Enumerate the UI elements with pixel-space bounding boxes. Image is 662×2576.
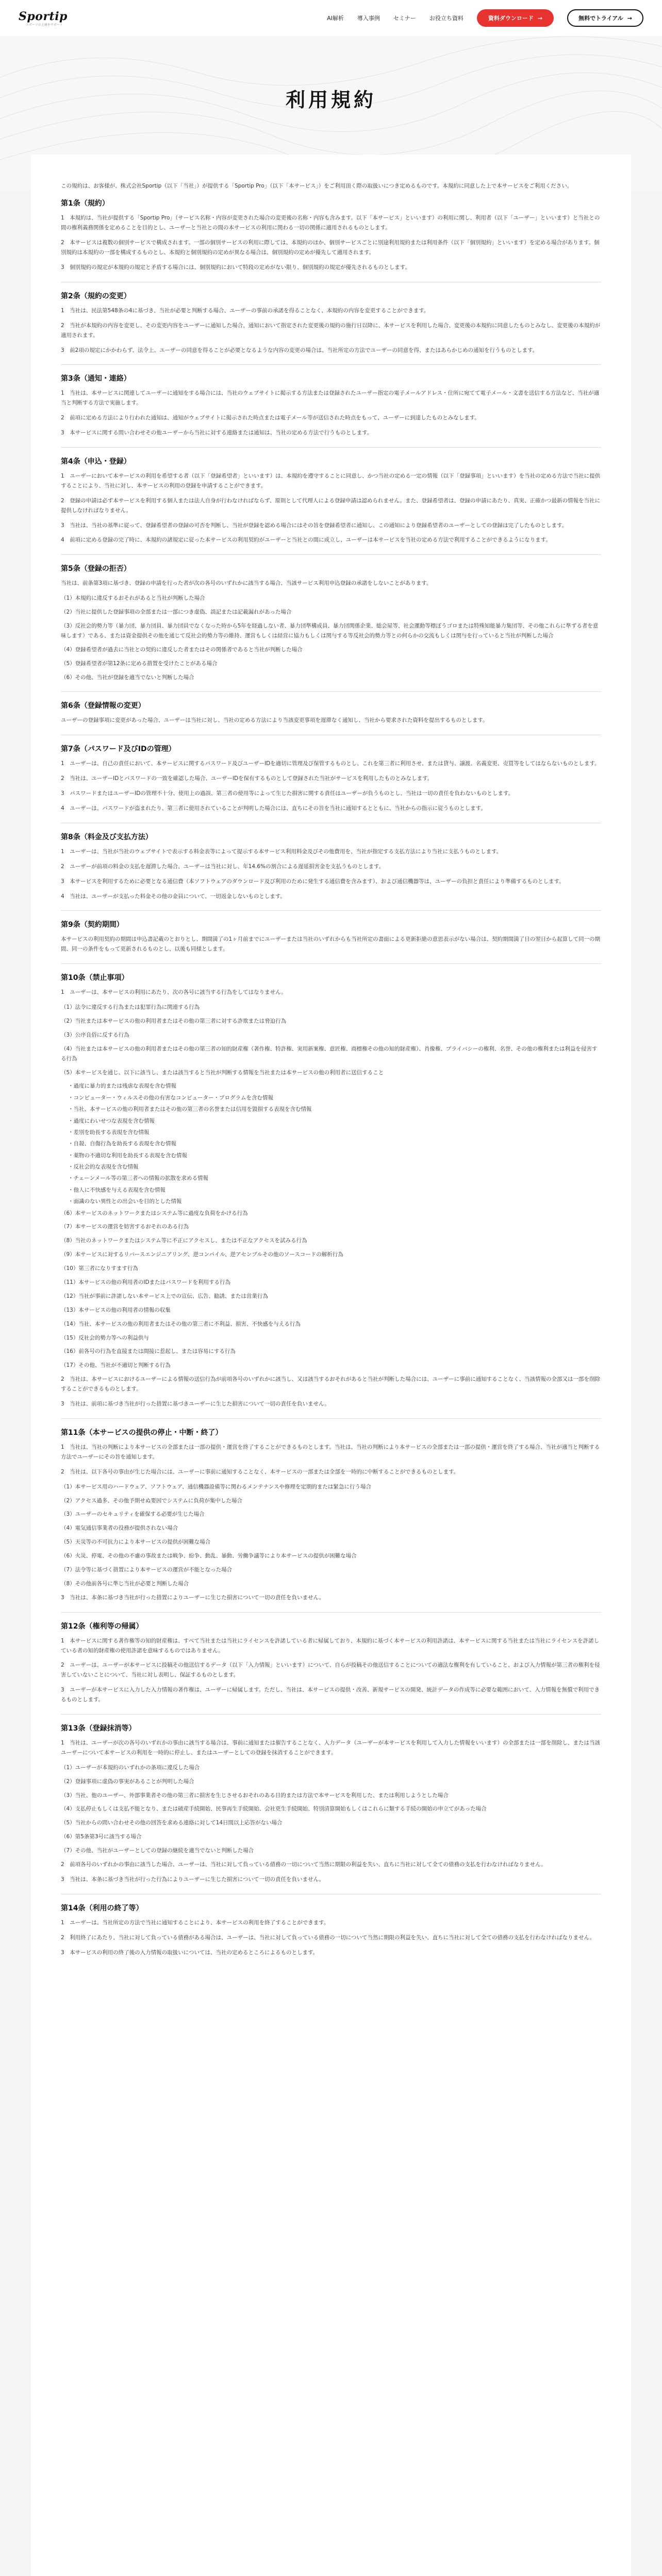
article-paragraph: 3 パスワードまたはユーザーIDの管理不十分、使用上の過誤、第三者の使用等によって生じた損害に関する責任はユーザーが負うものとし、当社は一切の責任を負わないものとします。 [61,790,514,797]
list-item: （10）第三者になりすます行為 [61,1265,138,1272]
article-paragraph: 3 個別規約の規定が本規約の規定と矛盾する場合には、個別規約において特段の定めがない限り、個別規約の規定が優先されるものとします。 [61,264,410,270]
article-title: 第13条（登録抹消等） [61,1724,136,1733]
list-item: （1）ユーザーが本規約のいずれかの条項に違反した場合 [61,1764,200,1771]
sub-list-item: ・薬物の不適切な利用を助長する表現を含む情報 [68,1152,187,1159]
nav-ai-analysis[interactable]: AI解析 [327,15,344,22]
list-item: （4）支払停止もしくは支払不能となり、または破産手続開始、民事再生手続開始、会社更生手続開始、特別清算開始もしくはこれらに類する手続の開始の申立てがあった場合 [61,1806,487,1812]
article-paragraph: 2 ユーザーが前項の料金の支払を遅滞した場合、ユーザーは当社に対し、年14.6%の割合による遅延損害金を支払うものとします。 [61,863,385,870]
article-paragraph: 4 前項に定める登録の完了時に、本規約の諸規定に従った本サービスの利用契約がユーザーと当社との間に成立し、ユーザーは本サービスを当社の定める方法で利用することができるようになります。 [61,537,551,544]
list-item: （4）登録希望者が過去に当社との契約に違反した者またはその関係者であると当社が判断した場合 [61,646,303,653]
terms-content [31,155,631,2576]
list-item: （14）当社、本サービスの他の利用者またはその他の第三者に不利益、損害、不快感を与える行為 [61,1320,301,1327]
article-paragraph: 1 ユーザーにおいて本サービスの利用を希望する者（以下「登録希望者」といいます）は、本規約を遵守することに同意し、かつ当社の定める一定の情報（以下「登録事項」といいます）を当社の定める方法で当社に提供することにより、当社に対し、本サービスの利用の登録を申請することができます。 [61,472,601,489]
list-item: （6）火災、停電、その他の不慮の事故または戦争、紛争、動乱、暴動、労働争議等により本サービスの提供が困難な場合 [61,1553,357,1560]
article-paragraph: 1 本規約は、当社が提供する「Sportip Pro」（サービス名称・内容が変更された場合の変更後の名称・内容も含みます。以下「本サービス」といいます）の利用に関し、利用者（以下「ユーザー」といいます）と当社との間の権利義務関係を定めることを目的とし、ユーザーと当社との間の本サービスの利用に関わる一切の関係に適用されるものとします。 [61,215,600,231]
article-paragraph: 2 当社は、以下各号の事由が生じた場合には、ユーザーに事前に通知することなく、本サービスの一部または全部を一時的に中断することができるものとします。 [61,1468,459,1475]
sub-list-item: ・過度に暴力的または残虐な表現を含む情報 [68,1083,176,1090]
list-item: （6）第5条第3号に該当する場合 [61,1834,142,1840]
list-item: （11）本サービスの他の利用者のIDまたはパスワードを利用する行為 [61,1279,231,1286]
article-12 [61,1621,601,1705]
article-13 [61,1723,601,1885]
divider [61,910,601,911]
article-title: 第14条（利用の終了等） [61,1904,143,1912]
article-paragraph: 3 本サービスの利用の終了後の入力情報の取扱いについては、当社の定めるところによるものとします。 [61,1949,319,1956]
article-lead: 当社は、前条第3項に基づき、登録の申請を行った者が次の各号のいずれかに該当する場合、当該サービス利用申込登録の承諾をしないことがあります。 [61,580,432,587]
article-11 [61,1427,601,1603]
article-paragraph: 3 当社は、当社の基準に従って、登録希望者の登録の可否を判断し、当社が登録を認める場合にはその旨を登録希望者に通知し、この通知により登録希望者のユーザーとしての登録は完了したものとします。 [61,522,568,529]
divider [61,1418,601,1419]
article-paragraph: 3 当社は、本条に基づき当社が行った行為によりユーザーに生じた損害について一切の責任を負いません。 [61,1876,325,1883]
article-6 [61,700,601,725]
divider [61,963,601,964]
article-5 [61,563,601,682]
article-title: 第12条（権利等の帰属） [61,1622,143,1631]
article-paragraph: 1 当社は、民法第548条の4に基づき、当社が必要と判断する場合、ユーザーの事前の承諾を得ることなく、本規約の内容を変更することができます。 [61,307,429,314]
list-item: （1）本サービス用のハードウェア、ソフトウェア、通信機器設備等に関わるメンテナンスや修理を定期的または緊急に行う場合 [61,1483,371,1490]
article-paragraph: 4 当社は、ユーザーが支払った料金その他の金員について、一切返金しないものとします。 [61,893,286,900]
article-paragraph: ユーザーの登録事項に変更があった場合、ユーザーは当社に対し、当社の定める方法により当該変更事項を遅滞なく通知し、当社から要求された資料を提出するものとします。 [61,717,488,724]
list-item: （3）公序良俗に反する行為 [61,1031,129,1038]
nav-case-studies[interactable]: 導入事例 [357,15,380,22]
article-title: 第7条（パスワード及びIDの管理） [61,745,176,754]
article-paragraph: 2 当社は、ユーザーIDとパスワードの一致を確認した場合、ユーザーIDを保有するものとして登録された当社がサービスを利用したものとみなします。 [61,775,433,782]
article-title: 第1条（規約） [61,199,109,208]
article-title: 第5条（登録の拒否） [61,565,131,573]
article-paragraph: 2 当社は、本サービスにおけるユーザーによる情報の送信行為が前項各号のいずれかに該当し、又は該当するおそれがあると当社が判断した場合には、ユーザーに事前に通知することなく、当該情報の全部又は一部を削除することができるものとします。 [61,1376,600,1393]
site-header [0,0,662,36]
nav-seminar[interactable]: セミナー [393,15,416,22]
list-item: （1）法令に違反する行為または犯罪行為に関連する行為 [61,1004,200,1011]
list-item: （4）電気通信事業者の役務が提供されない場合 [61,1525,178,1532]
article-2 [61,291,601,355]
list-item: （17）その他、当社が不適切と判断する行為 [61,1362,171,1369]
list-item: （3）ユーザーのセキュリティを確保する必要が生じた場合 [61,1511,205,1518]
list-item: （3）当社、他のユーザー、外部事業者その他の第三者に損害を生じさせるおそれのある目的または方法で本サービスを利用した、または利用しようとした場合 [61,1792,449,1799]
list-item: （2）アクセス過多、その他予期せぬ要因でシステムに負荷が集中した場合 [61,1497,242,1504]
sub-list-item: ・チェーンメール等の第三者への情報の拡散を求める情報 [68,1175,208,1182]
article-paragraph: 2 ユーザーは、ユーザーが本サービスに投稿その他送信するデータ（以下「入力情報」といいます）について、自らが投稿その他送信することについての適法な権利を有していること、および入力情報が第三者の権利を侵害していないことについて、当社に対し表明し、保証するものとします。 [61,1662,600,1679]
list-item: （16）前各号の行為を直接または間接に惹起し、または容易にする行為 [61,1348,236,1355]
article-paragraph: 1 ユーザーは、自己の責任において、本サービスに関するパスワード及びユーザーIDを適切に管理及び保管するものとし、これを第三者に利用させ、または貸与、譲渡、名義変更、売買等をしてはならないものとします。 [61,760,600,767]
list-item: （5）天災等の不可抗力により本サービスの提供が困難な場合 [61,1539,211,1546]
article-8 [61,832,601,902]
trial-button-label: 無料でトライアル [578,15,623,22]
article-paragraph: 3 当社は、前項に基づき当社が行った措置に基づきユーザーに生じた損害について一切の責任を負いません。 [61,1401,330,1408]
intro-text: この規約は、お客様が、株式会社Sportip（以下「当社」）が提供する「Sportip Pro」（以下「本サービス」）をご利用頂く際の取扱いにつき定めるものです。本規約に同意した上で本サービスをご利用ください。 [61,183,573,189]
article-title: 第10条（禁止事項） [61,974,129,982]
list-item: （4）当社または本サービスの他の利用者またはその他の第三者の知的財産権（著作権、特許権、実用新案権、意匠権、商標権その他の知的財産権）、肖像権、プライバシーの権利、名誉、その他の権利または利益を侵害する行為 [61,1045,598,1062]
main-nav [327,9,643,27]
list-item: （5）当社からの問い合わせその他の回答を求める連絡に対して14日間以上応答がない場合 [61,1820,283,1826]
article-paragraph: 1 当社は、当社の判断により本サービスの全部または一部の提供・運営を終了することができるものとします。当社は、当社の判断により本サービスの全部または一部の提供・運営を終了する場合、当社が適当と判断する方法でユーザーにその旨を通知します。 [61,1444,600,1460]
list-item: （9）本サービスに対するリバースエンジニアリング、逆コンパイル、逆アセンブルその他のソースコードの解析行為 [61,1251,343,1258]
list-item: （15）反社会的勢力等への利益供与 [61,1334,149,1341]
list-item: （5）登録希望者が第12条に定める措置を受けたことがある場合 [61,660,218,667]
article-paragraph: 2 利用終了にあたり、当社に対して負っている債務がある場合は、ユーザーは、当社に対して負っている債務の一切について当然に期限の利益を失い、直ちに当社に対して全ての債務の支払を行わなければなりません。 [61,1934,595,1941]
article-paragraph: 1 本サービスに関する著作権等の知的財産権は、すべて当社または当社にライセンスを許諾している者に帰属しており、本規約に基づく本サービスの利用許諾は、本サービスに関する当社または当社にライセンスを許諾している者の知的財産権の使用許諾を意味するものではありません。 [61,1637,600,1654]
download-button-label: 資料ダウンロード [488,15,534,22]
article-paragraph: 1 当社は、本サービスに関連してユーザーに通知をする場合には、当社のウェブサイトに掲示する方法または登録されたユーザー指定の電子メールアドレス・住所に宛てて電子メール・文書を送信する方法など、当社が適当と判断する方法で実施します。 [61,390,600,406]
trial-button[interactable] [567,9,643,27]
article-paragraph: 1 ユーザーは、当社が当社のウェブサイトで表示する料金表等によって提示する本サービス利用料金及びその他費用を、当社が指定する支払方法により当社に支払うものとします。 [61,848,502,855]
article-title: 第8条（料金及び支払方法） [61,833,153,841]
sub-list-item: ・面識のない異性との出会いを目的とした情報 [68,1198,182,1205]
article-title: 第2条（規約の変更） [61,292,131,300]
list-item: （2）登録事項に虚偽の事実があることが判明した場合 [61,1778,194,1785]
article-14 [61,1903,601,1958]
nav-resources[interactable]: お役立ち資料 [429,15,464,22]
list-item: （7）本サービスの運営を妨害するおそれのある行為 [61,1224,189,1230]
article-paragraph: 1 当社は、ユーザーが次の各号のいずれかの事由に該当する場合は、事前に通知または催告することなく、入力データ（ユーザーが本サービスを利用して入力した情報をいいます）の全部または一部を削除し、または当該ユーザーについて本サービスの利用を一時的に停止し、またはユーザーとしての登録を抹消することができます。 [61,1739,600,1756]
logo[interactable] [19,10,68,27]
arrow-right-icon: → [537,14,543,22]
article-paragraph: 3 本サービスを利用するために必要となる通信費（本ソフトウェアのダウンロード及び利用のために発生する通信費を含みます）、および通信機器等は、ユーザーの負担と責任により準備するものとします。 [61,878,565,885]
list-item: （3）反社会的勢力等（暴力団、暴力団員、暴力団員でなくなった時から5年を経過しない者、暴力団準構成員、暴力団関係企業、総会屋等、社会運動等標ぼうゴロまたは特殊知能暴力集団等、その他これらに準ずる者を意味します）である、または資金提供その他を通じて反社会的勢力等の維持、運営もしくは経営に協力もしくは関与する等反社会的勢力等との何らかの交流もしくは関与を行っていると当社が判断した場合 [61,622,599,639]
sub-list-item: ・他人に不快感を与える表現を含む情報 [68,1187,166,1193]
divider [61,447,601,448]
sub-list-item: ・過度にわいせつな表現を含む情報 [68,1117,155,1124]
divider [61,364,601,365]
list-item: （1）本規約に違反するおそれがあると当社が判断した場合 [61,595,205,602]
list-item: （8）その他前各号に準じ当社が必要と判断した場合 [61,1580,189,1587]
article-lead: 1 ユーザーは、本サービスの利用にあたり、次の各号に該当する行為をしてはなりません。 [61,989,287,996]
article-paragraph: 2 本サービスは複数の個別サービスで構成されます。一部の個別サービスの利用に際しては、本規約のほか、個別サービスごとに別途利用規約または利用条件（以下「個別規約」といいます）を定める場合があります。個別規約は本規約の一部を構成するものとし、本規約と個別規約の定めが異なる場合は、個別規約の定めが優先して適用されます。 [61,240,600,256]
sub-list-item: ・自殺、自傷行為を助長する表現を含む情報 [68,1141,176,1147]
sub-list-item: ・当社、本サービスの他の利用者またはその他の第三者の名誉または信用を毀損する表現を含む情報 [68,1106,312,1113]
article-paragraph: 4 ユーザーは、パスワードが盗まれたり、第三者に使用されていることが判明した場合には、直ちにその旨を当社に通知するとともに、当社からの指示に従うものとします。 [61,805,486,811]
list-item: （7）法令等に基づく措置により本サービスの運営が不能となった場合 [61,1566,233,1573]
list-item: （2）当社または本サービスの他の利用者またはその他の第三者に対する詐欺または脅迫行為 [61,1018,287,1024]
article-paragraph: 2 前項各号のいずれかの事由に該当した場合、ユーザーは、当社に対して負っている債務の一切について当然に期限の利益を失い、直ちに当社に対して全ての債務の支払を行わなければなりません。 [61,1861,547,1868]
article-title: 第11条（本サービスの提供の停止・中断・終了） [61,1428,223,1437]
article-title: 第3条（通知・連絡） [61,375,131,383]
article-7 [61,743,601,814]
article-title: 第4条（申込・登録） [61,457,131,466]
sub-list-item: ・反社会的な表現を含む情報 [68,1164,139,1171]
divider [61,691,601,692]
sub-list-item: ・コンピューター・ウィルスその他の有害なコンピューター・プログラムを含む情報 [68,1094,273,1101]
article-4 [61,456,601,545]
list-item: （5）本サービスを通じ、以下に該当し、または該当すると当社が判断する情報を当社または本サービスの他の利用者に送信すること [61,1069,384,1076]
article-paragraph: 本サービスの利用契約の期間は申込書記載のとおりとし、期間満了の1ヶ月前までにユーザーまたは当社のいずれからも当社所定の書面による更新拒絶の意思表示がない場合は、契約期間満了日の翌日から起算して同一の期間、同一の条件をもって更新されるものとし、以後も同様とします。 [61,936,601,953]
list-item: （13）本サービスの他の利用者の情報の収集 [61,1307,171,1313]
divider [61,1612,601,1613]
divider [61,554,601,555]
logo-tagline: スポーツの上達をサポート [26,23,63,27]
article-3 [61,373,601,438]
list-item: （8）当社のネットワークまたはシステム等に不正にアクセスし、または不正なアクセスを試みる行為 [61,1238,307,1244]
list-item: （2）当社に提供した登録事項の全部または一部につき虚偽、誤記または記載漏れがあった場合 [61,609,292,616]
article-paragraph: 2 当社が本規約の内容を変更し、その変更内容をユーザーに通知した場合、通知において指定された変更後の規約の施行日以降に、本サービスを利用した場合、変更後の本規約に同意したものとみなし、変更後の本規約が適用されます。 [61,322,601,338]
article-paragraph: 3 ユーザーが本サービスに入力した入力情報の著作権は、ユーザーに帰属します。ただし、当社は、本サービスの提供・改善、新規サービスの開発、統計データの作成等に必要な範囲において、入力情報を無償で利用できるものとします。 [61,1687,600,1703]
article-paragraph: 2 前項に定める方法により行われた通知は、通知がウェブサイトに掲示された時点または電子メール等が送信された時点をもって、ユーザーに到達したものとみなします。 [61,415,480,421]
list-item: （6）その他、当社が登録を適当でないと判断した場合 [61,674,194,681]
sub-list-item: ・差別を助長する表現を含む情報 [68,1129,150,1136]
download-button[interactable] [477,9,554,27]
article-paragraph: 3 当社は、本条に基づき当社が行った措置によりユーザーに生じた損害について一切の責任を負いません。 [61,1594,325,1601]
article-1 [61,198,601,272]
article-paragraph: 1 ユーザーは、当社所定の方法で当社に通知することにより、本サービスの利用を終了することができます。 [61,1919,329,1926]
list-item: （6）本サービスのネットワークまたはシステム等に過度な負荷をかける行為 [61,1210,248,1216]
article-9 [61,919,601,954]
article-10 [61,972,601,1409]
logo-text[interactable]: Sportip [19,9,68,23]
list-item: （12）当社が事前に許諾しない本サービス上での宣伝、広告、勧誘、または営業行為 [61,1293,268,1299]
divider [61,1714,601,1715]
article-title: 第9条（契約期間） [61,921,124,929]
article-paragraph: 3 本サービスに関する問い合わせその他ユーザーから当社に対する連絡または通知は、当社の定める方法で行うものとします。 [61,430,373,436]
list-item: （7）その他、当社がユーザーとしての登録の継続を適当でないと判断した場合 [61,1848,254,1854]
page-title: 利用規約 [285,88,376,111]
arrow-right-icon: → [627,14,632,22]
article-paragraph: 3 前2項の規定にかかわらず、法令上、ユーザーの同意を得ることが必要となるような内容の変更の場合は、当社所定の方法でユーザーの同意を得、またはあらかじめの通知を行うものとします。 [61,347,538,353]
article-paragraph: 2 登録の申請は必ず本サービスを利用する個人または法人自身が行わなければならず、原則として代理人による登録申請は認められません。また、登録希望者は、登録の申請にあたり、真実、正確かつ最新の情報を当社に提供しなければなりません。 [61,497,600,514]
article-title: 第6条（登録情報の変更） [61,702,145,710]
